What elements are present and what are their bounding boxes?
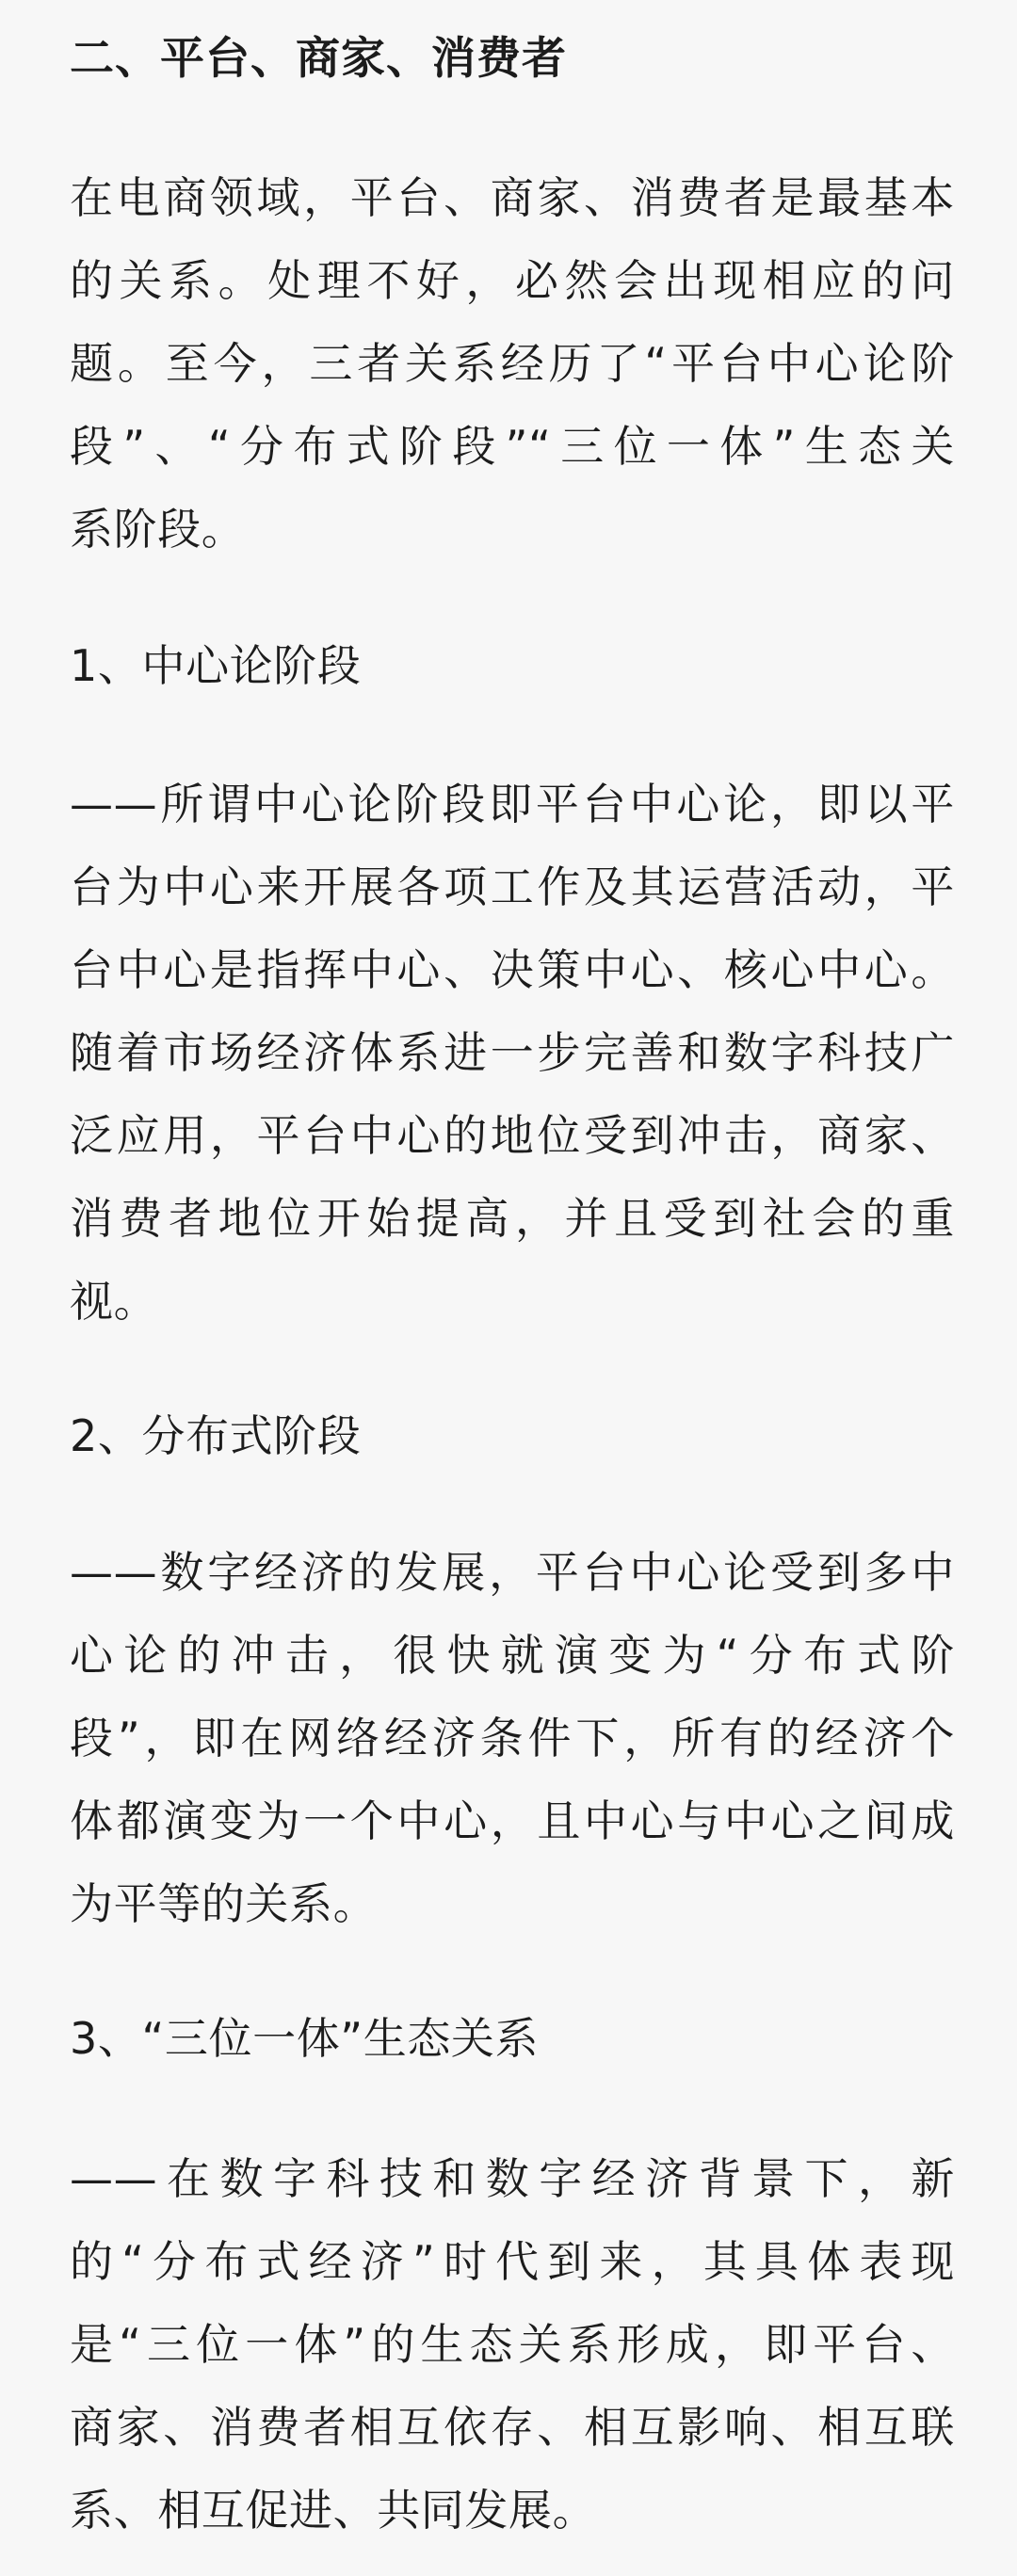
stage1-title: 1、中心论阶段 [70,640,362,691]
intro-line: 段”、“分布式阶段”“三位一体”生态关 [70,421,955,472]
stage2-paragraph [70,1531,955,1945]
stage3-title: 3、“三位一体”生态关系 [70,2013,540,2064]
stage1-line: 台为中心来开展各项工作及其运营活动，平 [70,861,955,912]
stage3-line: ——在数字科技和数字经济背景下，新 [70,2153,955,2204]
intro-paragraph [70,156,955,571]
intro-line: 在电商领域，平台、商家、消费者是最基本 [70,172,955,223]
stage1-line: 视。 [70,1276,158,1327]
stage3-line: 系、相互促进、共同发展。 [70,2485,597,2536]
section-title: 二、平台、商家、消费者 [70,33,567,85]
stage1-paragraph [70,763,955,1343]
stage1-line: 泛应用，平台中心的地位受到冲击，商家、 [70,1110,955,1161]
stage3-line: 商家、消费者相互依存、相互影响、相互联 [70,2402,955,2453]
stage1-line: 随着市场经济体系进一步完善和数字科技广 [70,1027,955,1078]
intro-line: 的关系。处理不好，必然会出现相应的问 [70,255,955,306]
stage1-line: 消费者地位开始提高，并且受到社会的重 [70,1193,955,1244]
stage2-title: 2、分布式阶段 [70,1410,362,1461]
stage3-paragraph [70,2137,955,2552]
stage1-line: ——所谓中心论阶段即平台中心论，即以平 [70,779,955,829]
stage2-line: 为平等的关系。 [70,1878,378,1929]
intro-line: 题。至今，三者关系经历了“平台中心论阶 [70,338,955,389]
stage2-line: 体都演变为一个中心，且中心与中心之间成 [70,1795,955,1846]
stage1-line: 台中心是指挥中心、决策中心、核心中心。 [70,944,955,995]
intro-line: 系阶段。 [70,504,246,555]
stage2-line: 心论的冲击，很快就演变为“分布式阶 [70,1630,955,1681]
stage3-line: 是“三位一体”的生态关系形成，即平台、 [70,2319,955,2370]
stage3-line: 的“分布式经济”时代到来，其具体表现 [70,2236,955,2287]
stage2-line: 段”，即在网络经济条件下，所有的经济个 [70,1713,955,1763]
stage2-line: ——数字经济的发展，平台中心论受到多中 [70,1547,955,1598]
